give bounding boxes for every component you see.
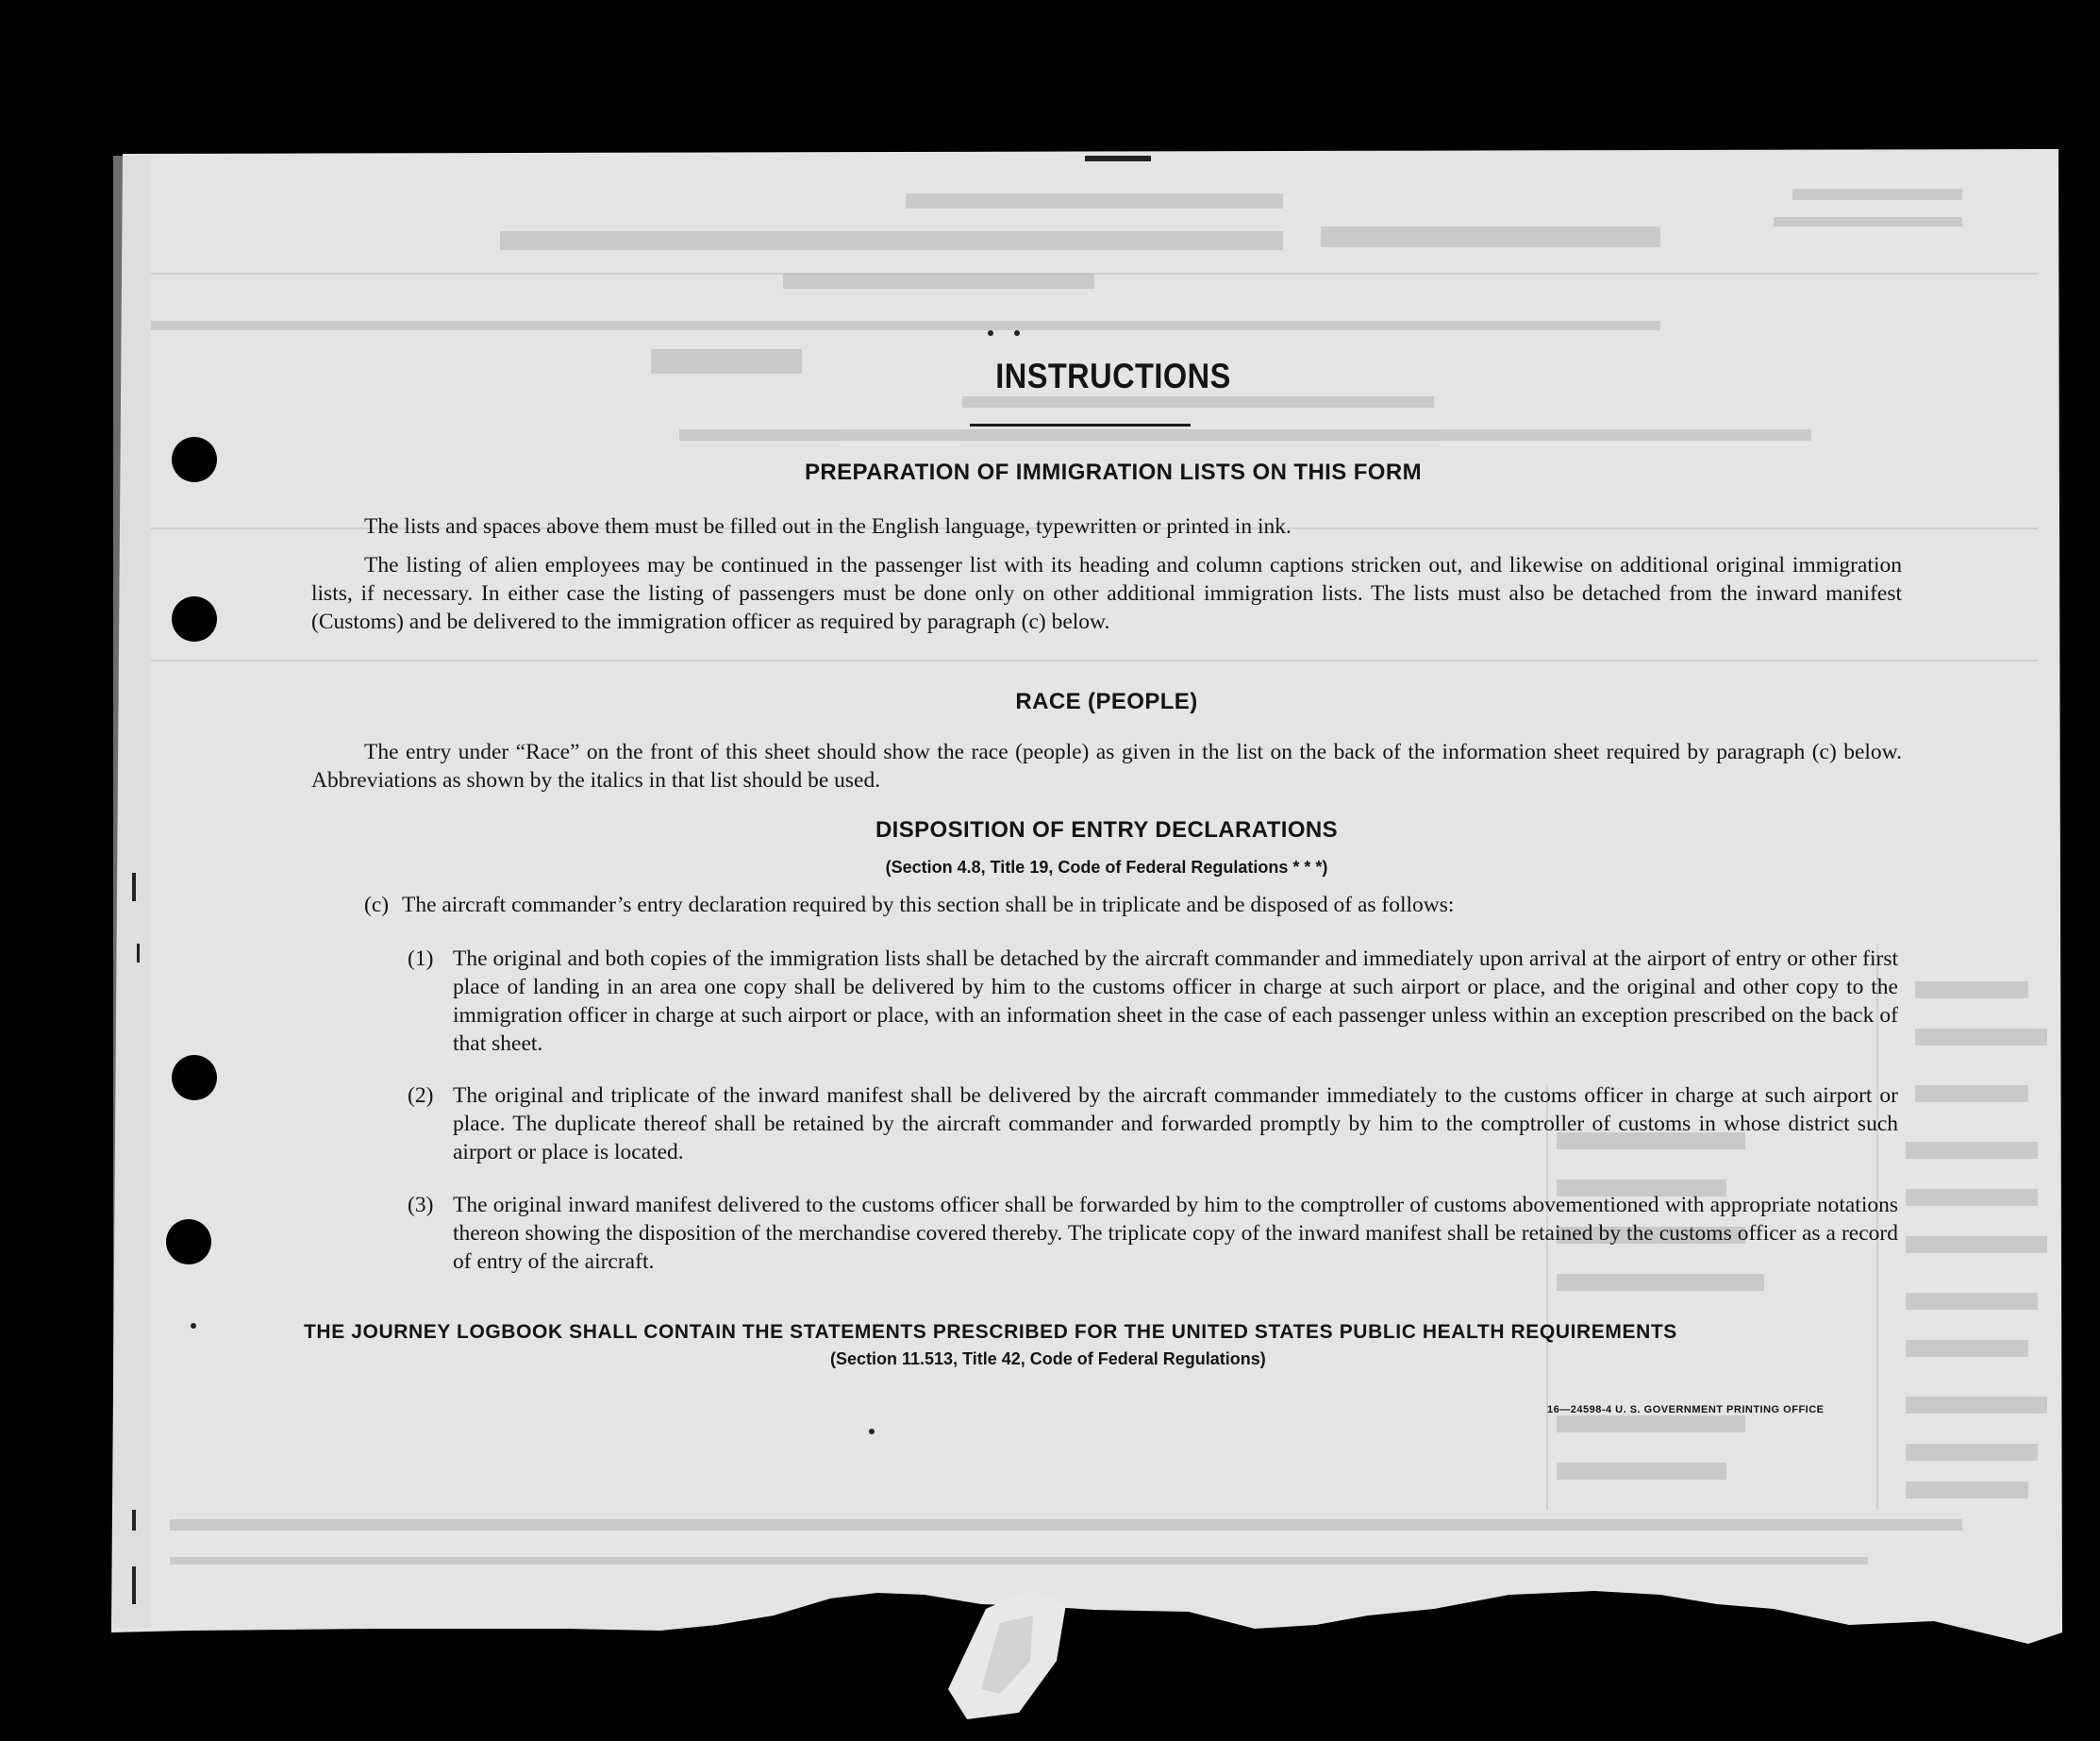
section-heading-race: RACE (PEOPLE) <box>1015 689 1198 714</box>
section-heading-disposition: DISPOSITION OF ENTRY DECLARATIONS <box>875 817 1339 843</box>
disposition-intro <box>364 891 1902 919</box>
disposition-item-1-label: (1) <box>408 946 434 971</box>
disposition-item-1-text: The original and both copies of the immigration lists shall be detached by the aircraft commander and immediately upon arrival at the airport of entry or other first place of landing in an area one copy shall be delivered by him to the customs officer in charge at such airport or place, and the original and other copy to the immigration officer in charge at such airport or place, with an information sheet in the case of each passenger unless within an exception prescribed on the back of that sheet. <box>453 946 1898 1056</box>
disposition-item-3 <box>408 1191 1898 1278</box>
public-health-citation: (Section 11.513, Title 42, Code of Federal Regulations) <box>830 1349 1266 1368</box>
disposition-intro-text: The aircraft commander’s entry declaration required by this section shall be in triplicate and be disposed of as follows: <box>401 893 1455 917</box>
punch-hole <box>172 437 217 482</box>
disposition-item-2 <box>408 1081 1898 1168</box>
disposition-item-2-text: The original and triplicate of the inward manifest shall be delivered by the aircraft commander immediately to the customs officer in charge at such airport or place. The duplicate thereof shall be retained by the aircraft commander and forwarded promptly by him to the comptroller of customs in whose district such airport or place is located. <box>453 1083 1898 1164</box>
preparation-paragraph-2-text: The listing of alien employees may be continued in the passenger list with its heading and column captions stricken out, and likewise on additional original immigration lists, if necessary. In either case the listing of passengers must be done only on other additional immigration lists. The lists must also be detached from the inward manifest (Customs) and be delivered to the immigration officer as required by paragraph (c) below. <box>311 553 1902 634</box>
title-underline <box>970 424 1191 427</box>
punch-hole <box>172 596 217 642</box>
disposition-citation: (Section 4.8, Title 19, Code of Federal Regulations * * *) <box>885 858 1328 877</box>
public-health-statement: THE JOURNEY LOGBOOK SHALL CONTAIN THE STATEMENTS PRESCRIBED FOR THE UNITED STATES PUBLIC HEALTH REQUIREMENTS <box>304 1321 1677 1343</box>
disposition-item-1 <box>408 945 1898 1058</box>
disposition-item-3-text: The original inward manifest delivered to the customs officer shall be forwarded by him to the comptroller of customs abovementioned with appropriate notations thereon showing the disposition of the merchandise covered thereby. The triplicate copy of the inward manifest shall be retained by the customs officer as a record of entry of the aircraft. <box>453 1193 1898 1274</box>
race-paragraph <box>311 738 1902 795</box>
preparation-paragraph-1-text: The lists and spaces above them must be filled out in the English language, typewritten or printed in ink. <box>364 514 1292 539</box>
page-title: INSTRUCTIONS <box>995 357 1231 395</box>
disposition-item-2-label: (2) <box>408 1083 434 1108</box>
printing-office-imprint: 16—24598-4 U. S. GOVERNMENT PRINTING OFFICE <box>1547 1404 1825 1415</box>
disposition-item-3-label: (3) <box>408 1193 434 1217</box>
disposition-intro-label: (c) <box>364 893 390 917</box>
preparation-paragraph-2 <box>311 551 1902 636</box>
section-heading-preparation: PREPARATION OF IMMIGRATION LISTS ON THIS FORM <box>805 460 1422 485</box>
race-paragraph-text: The entry under “Race” on the front of this sheet should show the race (people) as given in the list on the back of the information sheet required by paragraph (c) below. Abbreviations as shown by the italics in that list should be used. <box>311 740 1902 793</box>
preparation-paragraph-1 <box>311 512 1902 541</box>
punch-hole <box>172 1055 217 1100</box>
punch-hole <box>166 1219 211 1264</box>
